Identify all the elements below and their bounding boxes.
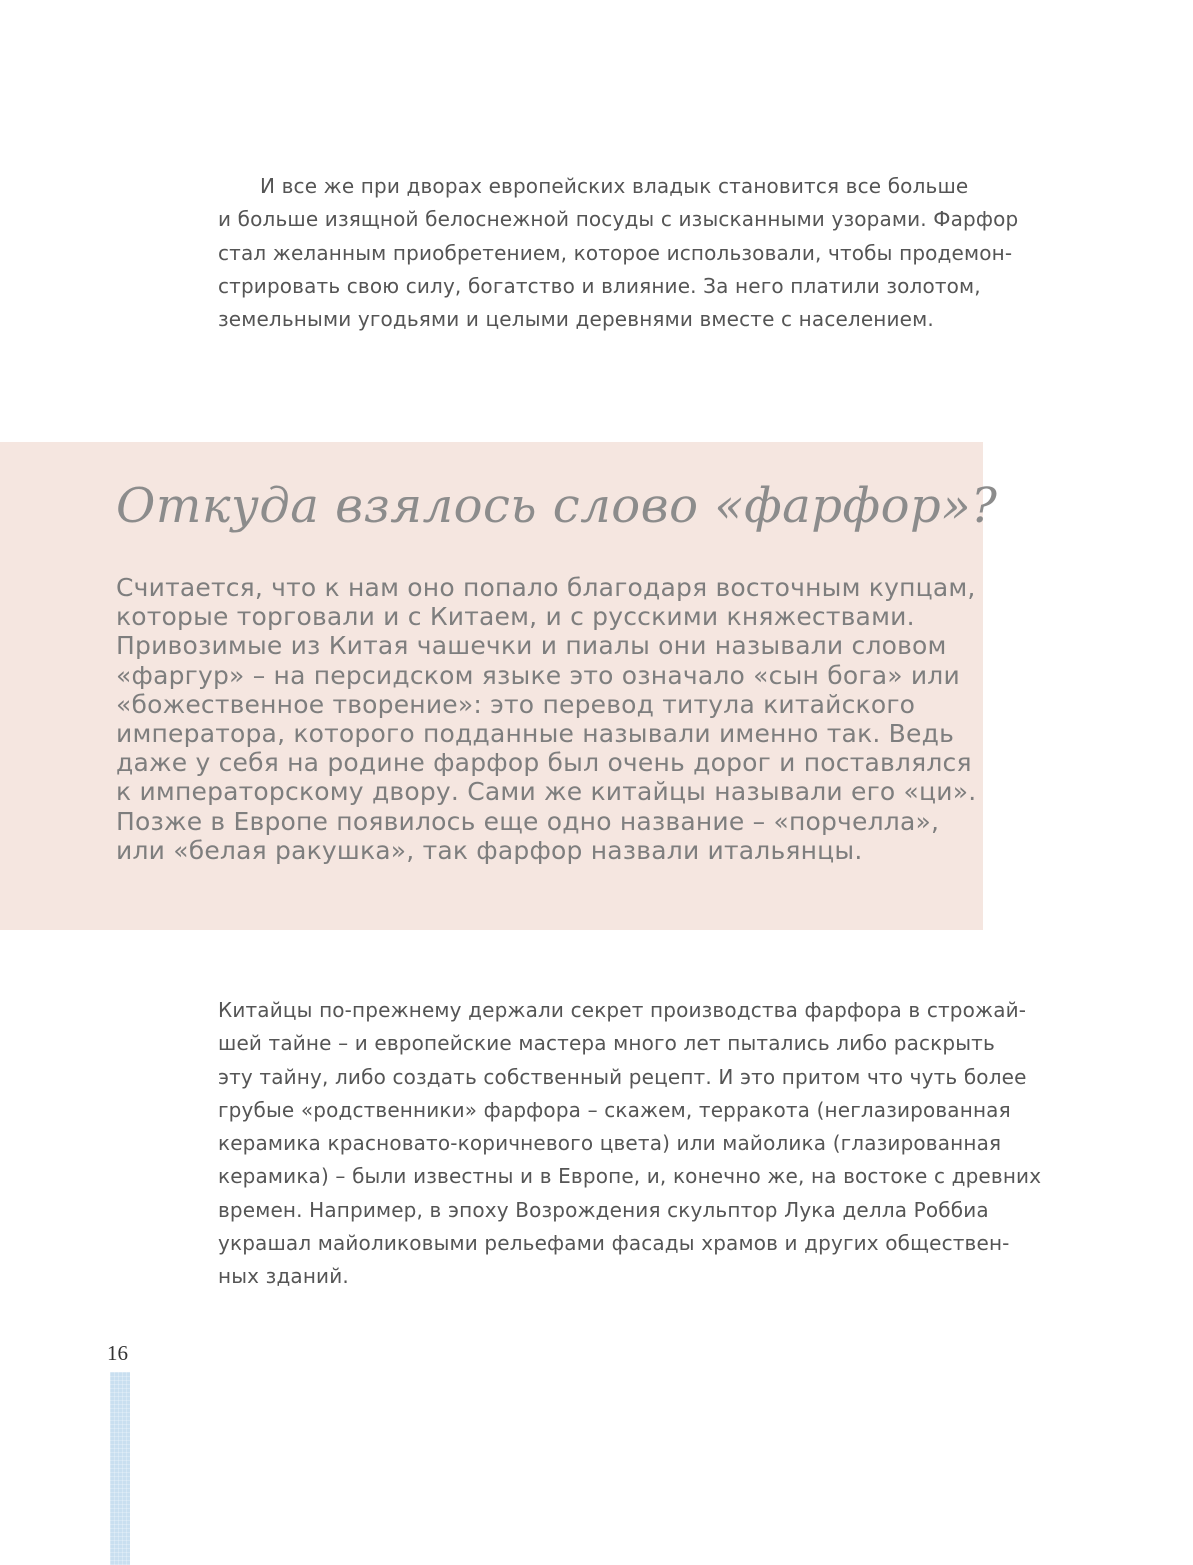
- sidebar-line: «божественное творение»: это перевод титула китайского: [116, 689, 916, 719]
- sidebar-line: даже у себя на родине фарфор был очень дорог и поставлялся: [116, 748, 972, 778]
- sidebar-line: Привозимые из Китая чашечки и пиалы они называли словом: [116, 631, 947, 661]
- paragraph-line: грубые «родственники» фарфора – скажем, терракота (неглазированная: [218, 1097, 1011, 1122]
- paragraph-line: керамика красновато-коричневого цвета) или майолика (глазированная: [218, 1131, 1002, 1156]
- paragraph-line: земельными угодьями и целыми деревнями вместе с населением.: [218, 307, 934, 332]
- sidebar-line: Позже в Европе появилось еще одно название – «порчелла»,: [116, 806, 940, 836]
- sidebar-title: Откуда взялось слово «фарфор»?: [116, 478, 998, 534]
- sidebar-line: к императорскому двору. Сами же китайцы называли его «ци».: [116, 777, 977, 807]
- paragraph-line: Китайцы по-прежнему держали секрет производства фарфора в строжай-: [218, 998, 1027, 1022]
- paragraph-line: эту тайну, либо создать собственный рецепт. И это притом что чуть более: [218, 1064, 1027, 1089]
- sidebar-line: императора, которого подданные называли именно так. Ведь: [116, 719, 955, 749]
- paragraph-line: И все же при дворах европейских владык становится все больше: [260, 174, 969, 198]
- paragraph-line: ных зданий.: [218, 1264, 349, 1289]
- paragraph-line: шей тайне – и европейские мастера много лет пытались либо раскрыть: [218, 1031, 995, 1056]
- paragraph-line: и больше изящной белоснежной посуды с изысканными узорами. Фарфор: [218, 207, 1019, 232]
- sidebar-text: [116, 573, 976, 865]
- page-edge-strip: [110, 1372, 130, 1565]
- paragraph-line: времен. Например, в эпоху Возрождения скульптор Лука делла Роббиа: [218, 1197, 989, 1222]
- sidebar-line: которые торговали и с Китаем, и с русскими княжествами.: [116, 602, 915, 632]
- paragraph-line: стал желанным приобретением, которое использовали, чтобы продемон-: [218, 240, 1013, 265]
- page-number: 16: [107, 1341, 128, 1365]
- paragraph-line: украшал майоликовыми рельефами фасады храмов и других обществен-: [218, 1231, 1010, 1256]
- sidebar-line: Считается, что к нам оно попало благодаря восточным купцам,: [116, 573, 976, 602]
- sidebar-line: или «белая ракушка», так фарфор назвали итальянцы.: [116, 835, 863, 865]
- body-paragraph-1: [218, 170, 1018, 336]
- paragraph-line: керамика) – были известны и в Европе, и, конечно же, на востоке с древних: [218, 1164, 1042, 1189]
- sidebar-line: «фаргур» – на персидском языке это означало «сын бога» или: [116, 660, 960, 690]
- body-paragraph-2: [218, 994, 1041, 1294]
- paragraph-line: стрировать свою силу, богатство и влияние. За него платили золотом,: [218, 273, 981, 298]
